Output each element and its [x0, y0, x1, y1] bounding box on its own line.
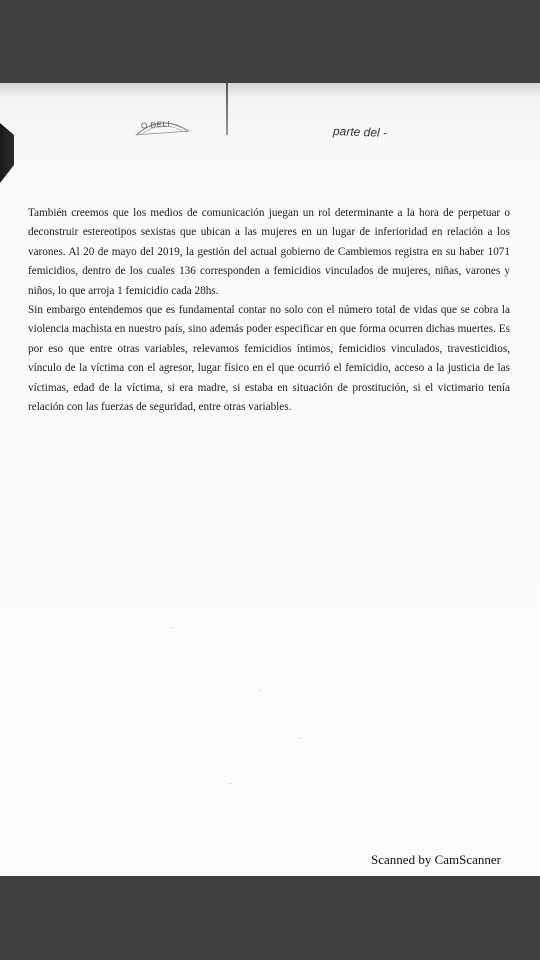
- page-edge-shadow: [0, 83, 540, 97]
- seal-stamp-text: O DELI: [140, 119, 171, 131]
- page-fold-line: [226, 83, 228, 135]
- paper-speck: [260, 690, 261, 691]
- underlying-page-edge: [0, 123, 14, 183]
- paragraph-1: También creemos que los medios de comunicación juegan un rol determinante a la hora de perpetuar o deconstruir estereotipos sexistas que ubican a las mujeres en un lugar de inferioridad en relación a los varones. Al 20 de mayo del 2019, la gestión del actual gobierno de Cambiemos registra en su haber 1071 femicidios, dentro de los cuales 136 corresponden a femicidios vinculados de mujeres, niñas, varones y niños, lo que arroja 1 femicidio cada 28hs.: [28, 207, 510, 297]
- paper-speck: [172, 627, 173, 628]
- document-body: [28, 204, 510, 417]
- paper-speck: [300, 738, 301, 739]
- paragraph-2: Sin embargo entendemos que es fundamental contar no solo con el número total de vidas que se cobra la violencia machista en nuestro país, sino además poder especificar en que forma ocurren dichas muertes. Es por eso que entre otras variables, relevamos femicidios íntimos, femicidios vinculados, travesticidios, vínculo de la víctima con el agresor, lugar físico en el que ocurrió el femicidio, acceso a la justicia de las víctimas, edad de la víctima, si era madre, si estaba en situación de prostitución, si el victimario tenía relación con las fuerzas de seguridad, entre otras variables.: [28, 304, 510, 414]
- document-page: [0, 83, 540, 876]
- paper-speck: [230, 783, 231, 784]
- header-note: parte del -: [332, 124, 388, 140]
- scanner-watermark: Scanned by CamScanner: [371, 852, 501, 867]
- seal-stamp: [132, 115, 191, 137]
